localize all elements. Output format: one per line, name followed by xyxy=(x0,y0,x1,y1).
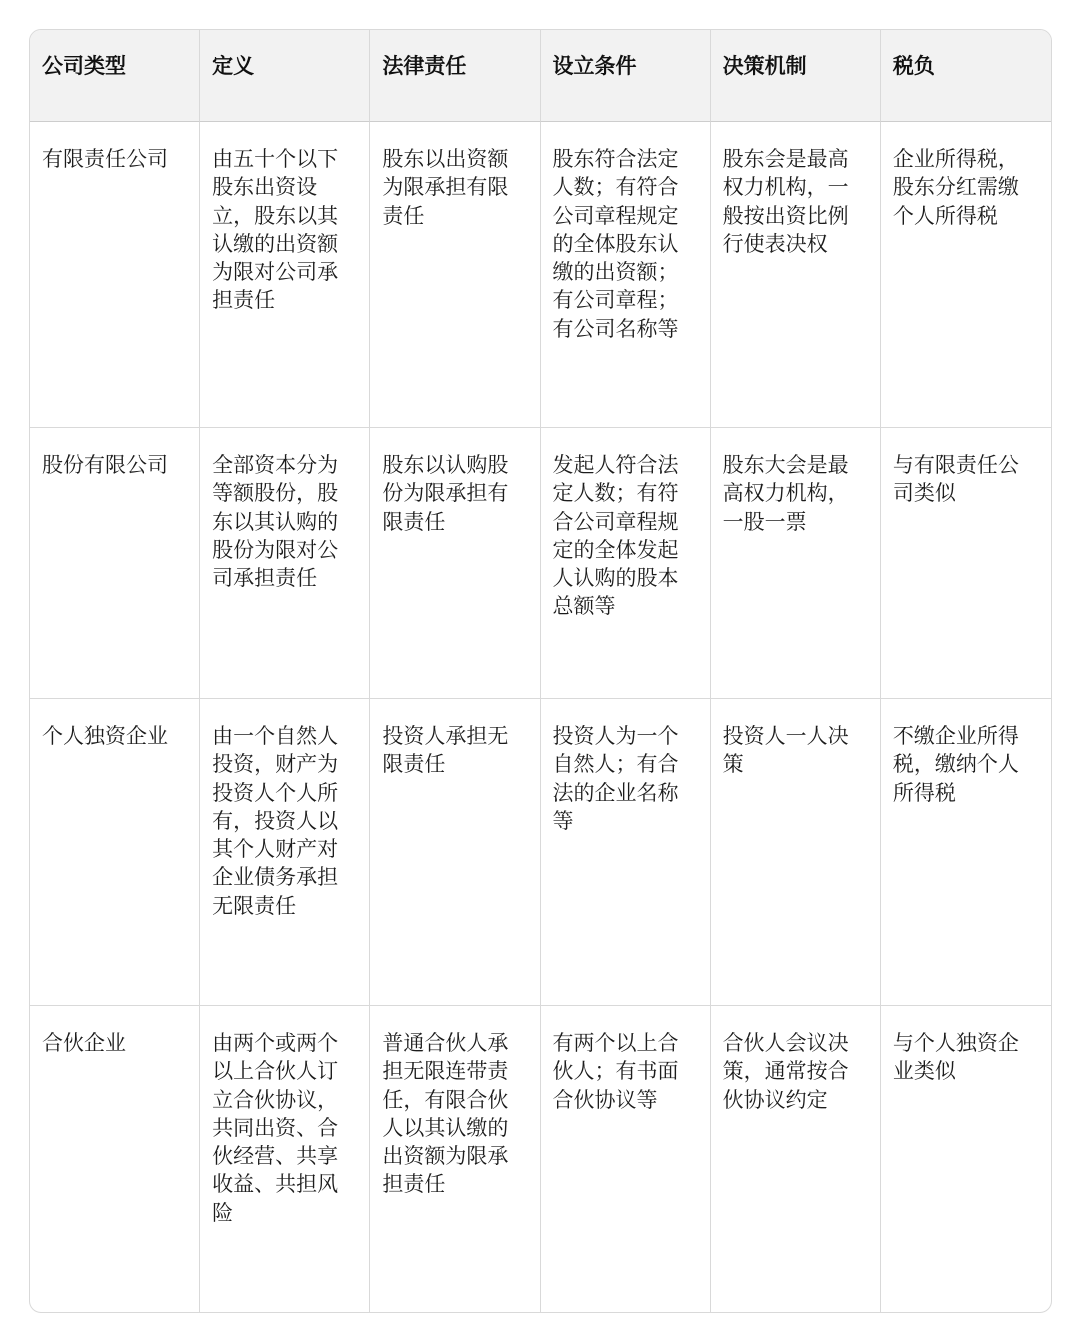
cell-tax-burden: 企业所得税，股东分红需缴个人所得税 xyxy=(881,122,1051,428)
cell-legal-liability: 投资人承担无限责任 xyxy=(370,699,540,1006)
cell-definition: 由五十个以下股东出资设立，股东以其认缴的出资额为限对公司承担责任 xyxy=(200,122,370,428)
cell-company-type: 股份有限公司 xyxy=(30,428,200,699)
header-decision-mechanism: 决策机制 xyxy=(711,30,881,122)
cell-company-type: 合伙企业 xyxy=(30,1006,200,1312)
cell-legal-liability: 股东以出资额为限承担有限责任 xyxy=(370,122,540,428)
header-tax-burden: 税负 xyxy=(881,30,1051,122)
company-types-table xyxy=(29,29,1052,1313)
cell-definition: 全部资本分为等额股份，股东以其认购的股份为限对公司承担责任 xyxy=(200,428,370,699)
cell-legal-liability: 普通合伙人承担无限连带责任，有限合伙人以其认缴的出资额为限承担责任 xyxy=(370,1006,540,1312)
cell-legal-liability: 股东以认购股份为限承担有限责任 xyxy=(370,428,540,699)
header-establishment-conditions: 设立条件 xyxy=(541,30,711,122)
cell-definition: 由一个自然人投资，财产为投资人个人所有，投资人以其个人财产对企业债务承担无限责任 xyxy=(200,699,370,1006)
cell-tax-burden: 与有限责任公司类似 xyxy=(881,428,1051,699)
header-definition: 定义 xyxy=(200,30,370,122)
cell-decision-mechanism: 投资人一人决策 xyxy=(711,699,881,1006)
cell-company-type: 个人独资企业 xyxy=(30,699,200,1006)
header-company-type: 公司类型 xyxy=(30,30,200,122)
cell-tax-burden: 不缴企业所得税，缴纳个人所得税 xyxy=(881,699,1051,1006)
cell-company-type: 有限责任公司 xyxy=(30,122,200,428)
cell-establishment-conditions: 有两个以上合伙人；有书面合伙协议等 xyxy=(541,1006,711,1312)
header-legal-liability: 法律责任 xyxy=(370,30,540,122)
cell-establishment-conditions: 发起人符合法定人数；有符合公司章程规定的全体发起人认购的股本总额等 xyxy=(541,428,711,699)
cell-decision-mechanism: 股东大会是最高权力机构，一股一票 xyxy=(711,428,881,699)
cell-establishment-conditions: 股东符合法定人数；有符合公司章程规定的全体股东认缴的出资额；有公司章程；有公司名称等 xyxy=(541,122,711,428)
cell-establishment-conditions: 投资人为一个自然人；有合法的企业名称等 xyxy=(541,699,711,1006)
cell-tax-burden: 与个人独资企业类似 xyxy=(892,1032,1019,1084)
cell-definition: 由两个或两个以上合伙人订立合伙协议，共同出资、合伙经营、共享收益、共担风险 xyxy=(200,1006,370,1312)
cell-decision-mechanism: 合伙人会议决策，通常按合伙协议约定 xyxy=(711,1006,881,1312)
cell-decision-mechanism: 股东会是最高权力机构，一般按出资比例行使表决权 xyxy=(711,122,881,428)
